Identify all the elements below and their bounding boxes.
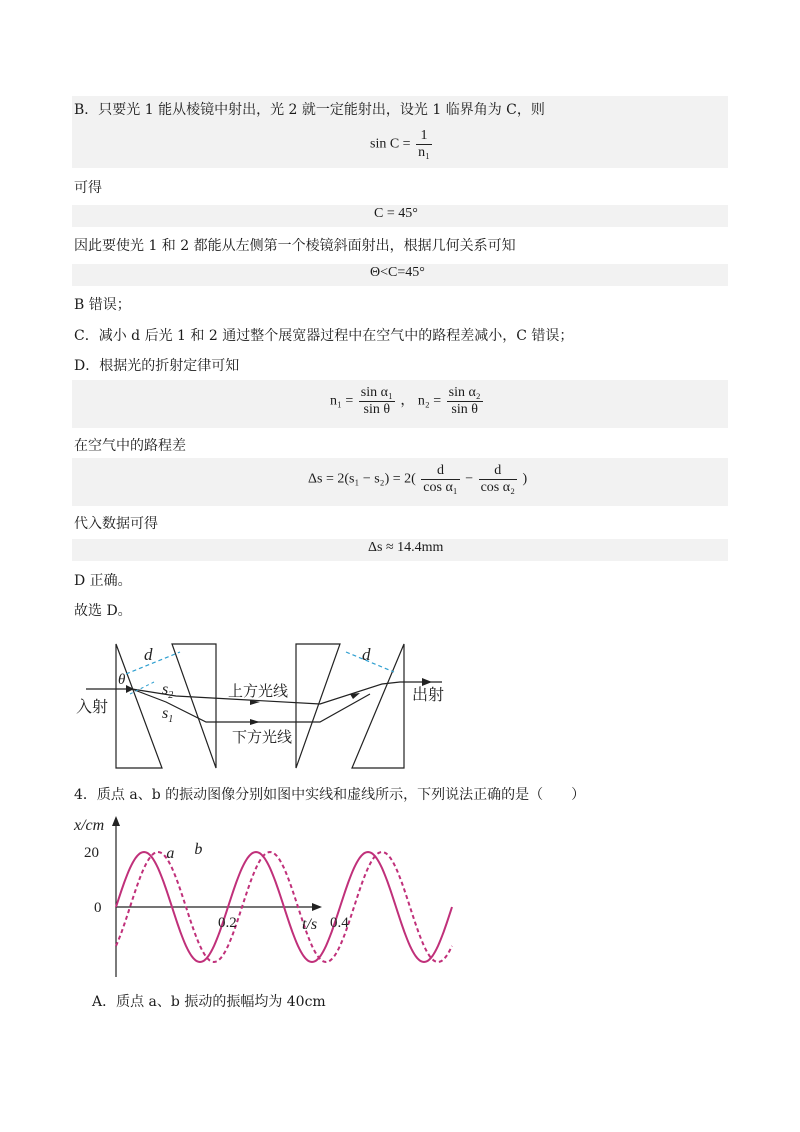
- prism-diagram: [70, 636, 530, 776]
- yinci-text: 因此要使光 1 和 2 都能从左侧第一个棱镜斜面射出，根据几何关系可知: [74, 238, 516, 254]
- label-exit: 出射: [412, 687, 445, 704]
- prism-2: [172, 644, 216, 768]
- option-a-text: A．质点 a、b 振动的振幅均为 40cm: [92, 994, 326, 1010]
- label-d-right: d: [362, 645, 371, 664]
- c-option-text: C．减小 d 后光 1 和 2 通过整个展宽器过程中在空气中的路程差减小，C 错误；: [74, 328, 574, 344]
- vibration-chart: [70, 812, 349, 982]
- x-axis-arrow: [312, 903, 322, 911]
- series-b-label: b: [194, 841, 203, 858]
- b-wrong-text: B 错误；: [74, 297, 131, 313]
- x-axis-label: t/s: [302, 916, 318, 933]
- label-d-left: d: [144, 645, 153, 664]
- b-intro-text: B．只要光 1 能从棱镜中射出，光 2 就一定能射出，设光 1 临界角为 C，则: [74, 102, 545, 118]
- series-a-label: a: [166, 845, 175, 862]
- prism-3: [296, 644, 340, 768]
- lower-arrow: [250, 719, 260, 725]
- upper-arrow-2: [350, 693, 360, 699]
- y-axis-arrow: [112, 816, 120, 826]
- equation-path-diff: Δs = 2(s₁ − s₂) = 2( $\frac{d}{\text{cos α₁}}$ − $\frac{d}{\text{cos α₂}}$ ): [308, 463, 528, 495]
- d-option-text: D．根据光的折射定律可知: [74, 358, 240, 374]
- label-s2: $s_2$: [162, 681, 174, 701]
- prism-4: [352, 644, 404, 768]
- dairu-text: 代入数据可得: [74, 516, 158, 532]
- label-s1: $s_1$: [162, 705, 174, 725]
- chart-axes: [112, 816, 322, 977]
- question-4-text: 4．质点 a、b 的振动图像分别如图中实线和虚线所示，下列说法正确的是（ ）: [74, 787, 586, 803]
- x-tick-label-1: 0.4: [330, 915, 349, 931]
- x-tick-label-0: 0.2: [218, 915, 237, 931]
- equation-sin-c: sin C = $\frac{1}{\text{n₁}}$: [370, 128, 430, 160]
- path-diff-text: 在空气中的路程差: [74, 438, 186, 454]
- chart-labels: [73, 817, 349, 933]
- prisms: [116, 644, 404, 768]
- equation-theta: Θ<C=45°: [370, 265, 425, 280]
- label-upper-ray: 上方光线: [228, 684, 289, 700]
- answer-text: 故选 D。: [74, 603, 132, 619]
- kede-text-1: 可得: [74, 180, 102, 196]
- label-theta: θ: [118, 672, 126, 688]
- y-tick-label-0: 0: [94, 900, 102, 916]
- equation-c-45: C = 45°: [374, 206, 418, 221]
- y-tick-label-20: 20: [84, 845, 99, 861]
- equation-result: Δs ≈ 14.4mm: [368, 540, 444, 555]
- label-lower-ray: 下方光线: [232, 730, 293, 746]
- d-correct-text: D 正确。: [74, 573, 132, 589]
- y-axis-label: x/cm: [74, 817, 105, 834]
- exit-arrow: [422, 678, 432, 686]
- label-incident: 入射: [76, 699, 109, 716]
- d-marker-left: [126, 652, 180, 674]
- equation-refraction: n₁ = $\frac{\text{sin α₁}}{\text{sin θ}}$ ， n₂ = $\frac{\text{sin α₂}}{\text{sin θ}}$: [330, 385, 481, 417]
